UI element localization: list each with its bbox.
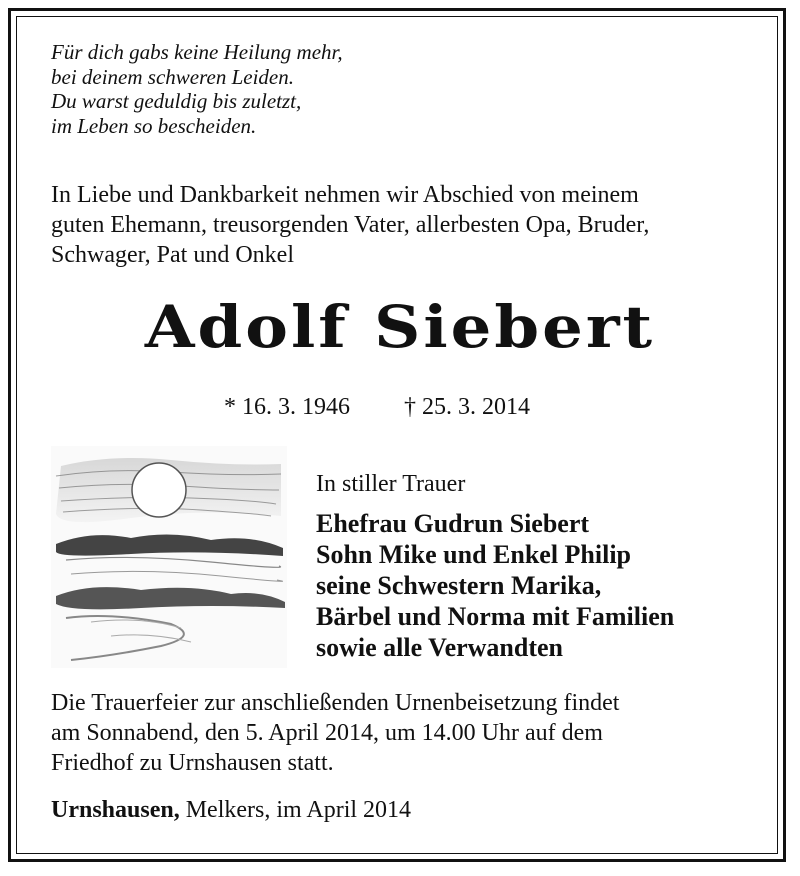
signature-place: Urnshausen, <box>51 797 180 823</box>
mourners-list <box>316 508 674 663</box>
intro-line: In Liebe und Dankbarkeit nehmen wir Abschied von meinem <box>51 182 639 208</box>
ceremony-line: am Sonnabend, den 5. April 2014, um 14.00 Uhr auf dem <box>51 720 603 746</box>
intro-line: guten Ehemann, treusorgenden Vater, allerbesten Opa, Bruder, <box>51 212 650 238</box>
signature-rest: Melkers, im April 2014 <box>179 797 412 823</box>
poem-line: Für dich gabs keine Heilung mehr, <box>51 40 343 64</box>
death-date: † 25. 3. 2014 <box>404 394 530 420</box>
life-dates <box>224 394 530 421</box>
poem-line: bei deinem schweren Leiden. <box>51 64 294 89</box>
poem-line: im Leben so bescheiden. <box>51 113 257 138</box>
signature-line <box>51 797 411 824</box>
ceremony-line: Die Trauerfeier zur anschließenden Urnenbeisetzung findet <box>51 690 620 716</box>
intro-text <box>51 180 747 270</box>
sunset-landscape-illustration <box>51 446 287 668</box>
mourner-line: sowie alle Verwandten <box>316 633 563 662</box>
mourner-line: Sohn Mike und Enkel Philip <box>316 540 632 569</box>
poem-line: Du warst geduldig bis zuletzt, <box>51 89 302 113</box>
mourner-line: Bärbel und Norma mit Familien <box>316 602 675 631</box>
deceased-name: Adolf Siebert <box>144 293 656 362</box>
intro-line: Schwager, Pat und Onkel <box>51 242 294 268</box>
ceremony-line: Friedhof zu Urnshausen statt. <box>51 750 334 776</box>
poem <box>51 40 343 138</box>
ceremony-text <box>51 688 747 778</box>
mourner-line: Ehefrau Gudrun Siebert <box>316 509 590 538</box>
mourners-intro: In stiller Trauer <box>316 471 466 497</box>
birth-date: * 16. 3. 1946 <box>224 394 350 420</box>
mourner-line: seine Schwestern Marika, <box>316 571 602 600</box>
